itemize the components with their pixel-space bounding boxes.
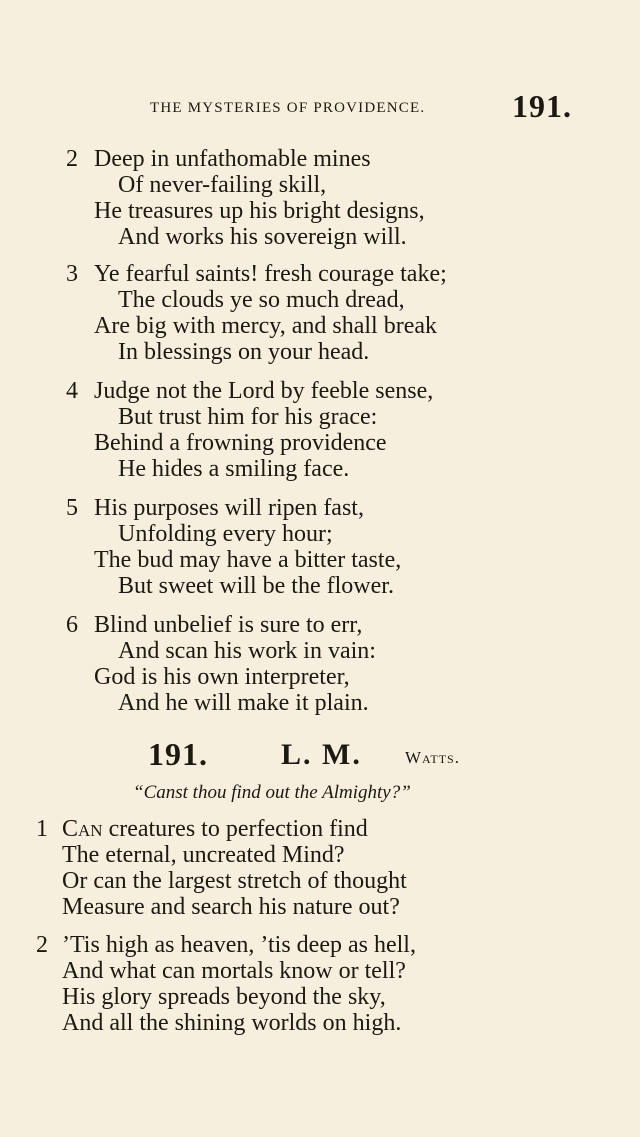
hymn-number: 191. (148, 736, 208, 772)
verse-line: The eternal, uncreated Mind? (62, 842, 345, 868)
verse-number: 2 (36, 932, 48, 958)
verse-line: He hides a smiling face. (118, 456, 350, 482)
verse-line: Blind unbelief is sure to err, (94, 612, 363, 638)
hymn-epigraph: “Canst thou find out the Almighty?” (133, 782, 411, 803)
verse-line: Deep in unfathomable mines (94, 146, 371, 172)
verse-line-rest: creatures to perfection find (102, 816, 368, 842)
verse-line: He treasures up his bright designs, (94, 198, 425, 224)
verse-line: In blessings on your head. (118, 339, 370, 365)
first-word: Can (62, 816, 103, 842)
verse-line: But sweet will be the flower. (118, 573, 394, 599)
verse-line: ’Tis high as heaven, ’tis deep as hell, (62, 932, 416, 958)
verse-line: And all the shining worlds on high. (62, 1010, 402, 1036)
verse-number: 4 (66, 378, 78, 404)
verse-line (62, 816, 368, 842)
verse-line: But trust him for his grace: (118, 404, 378, 430)
verse-line: And scan his work in vain: (118, 638, 376, 664)
verse-line: The clouds ye so much dread, (118, 287, 405, 313)
verse-line: Ye fearful saints! fresh courage take; (94, 261, 447, 287)
running-title: THE MYSTERIES OF PROVIDENCE. (150, 100, 426, 116)
verse-number: 3 (66, 261, 78, 287)
verse-number: 5 (66, 495, 78, 521)
verse-number: 6 (66, 612, 78, 638)
verse-line: Unfolding every hour; (118, 521, 333, 547)
verse-line: Measure and search his nature out? (62, 894, 400, 920)
verse-line: And works his sovereign will. (118, 224, 407, 250)
verse-line: Or can the largest stretch of thought (62, 868, 407, 894)
verse-line: Of never-failing skill, (118, 172, 327, 198)
verse-line: Are big with mercy, and shall break (94, 313, 437, 339)
page-number: 191. (512, 88, 572, 124)
hymn-meter: L. M. (281, 738, 362, 771)
verse-line: And he will make it plain. (118, 690, 369, 716)
verse-line: The bud may have a bitter taste, (94, 547, 402, 573)
verse-line: God is his own interpreter, (94, 664, 350, 690)
verse-number: 2 (66, 146, 78, 172)
hymn-author: Watts. (405, 748, 460, 767)
verse-line: Judge not the Lord by feeble sense, (94, 378, 434, 404)
verse-line: His purposes will ripen fast, (94, 495, 364, 521)
verse-number: 1 (36, 816, 48, 842)
verse-line: His glory spreads beyond the sky, (62, 984, 386, 1010)
verse-line: And what can mortals know or tell? (62, 958, 406, 984)
verse-line: Behind a frowning providence (94, 430, 387, 456)
